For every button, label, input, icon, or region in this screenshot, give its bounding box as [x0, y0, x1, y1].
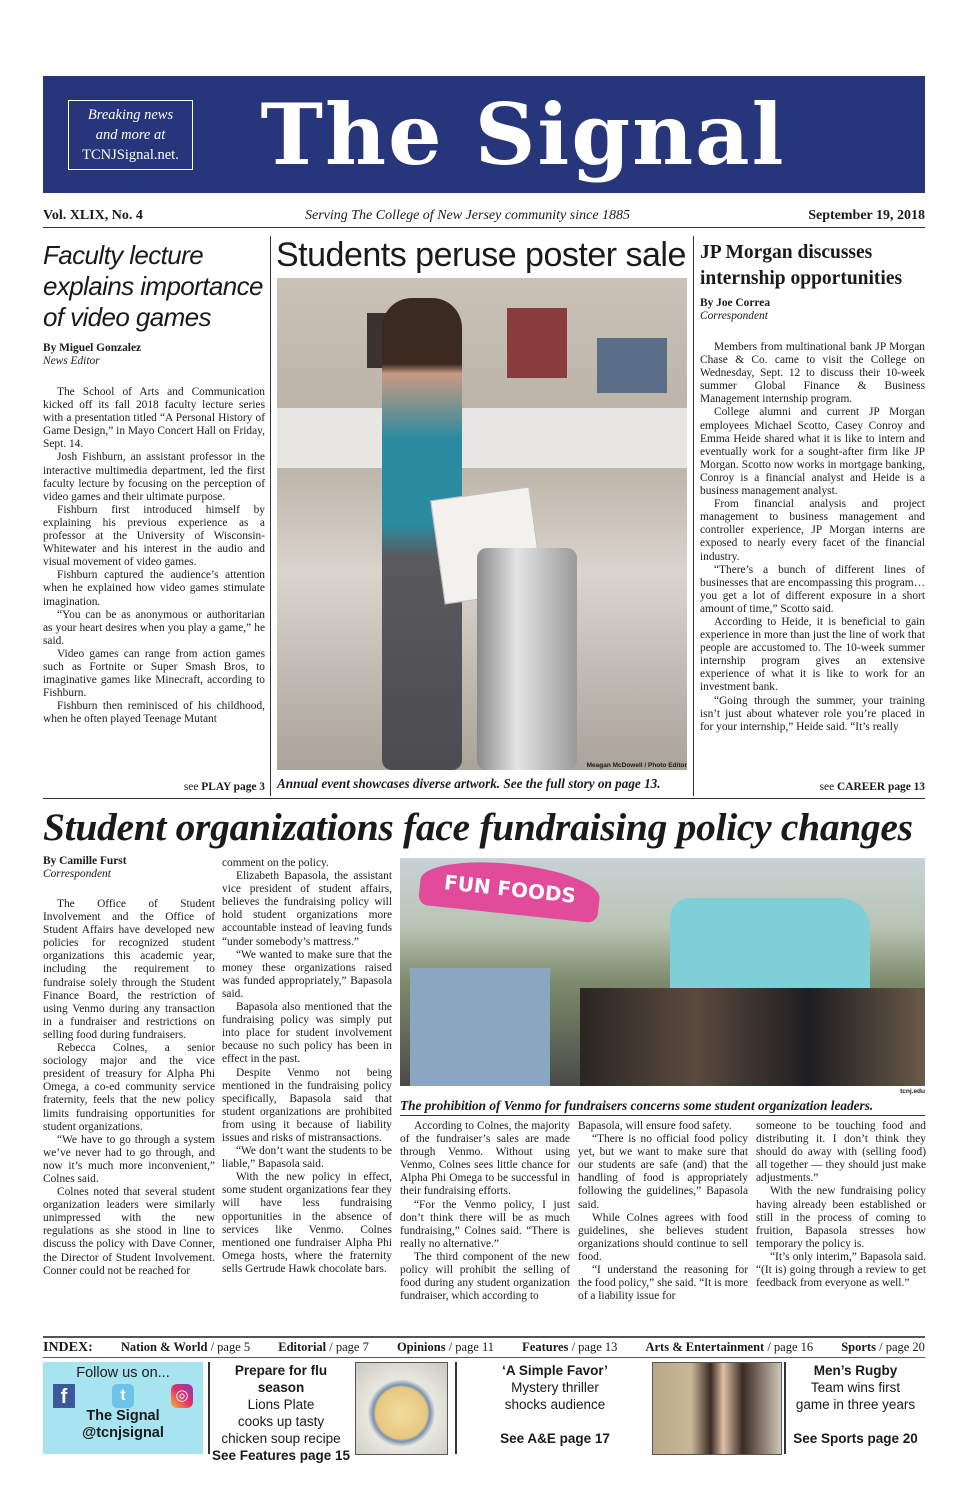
column-divider: [693, 236, 694, 796]
main-story-col-4: [578, 1120, 748, 1303]
paragraph: “There’s a bunch of different lines of businesses that are encompassing this program… you get a lot of different exposure in a short amount of time,” Scotto said.: [700, 563, 925, 615]
index-item[interactable]: Features / page 13: [522, 1340, 618, 1354]
paragraph: With the new policy in effect, some student organizations fear they will have less fundraising opportunities in the absence of services like Venmo. Colnes mentioned one fundraiser Alpha Phi Omega hosts, where the fraternity sells Gertrude Hawk chocolate bars.: [222, 1171, 392, 1275]
features-promo[interactable]: [210, 1362, 352, 1464]
see-label: see: [819, 781, 835, 793]
main-story-col-1: [43, 855, 215, 1278]
photo-credit: Meagan McDowell / Photo Editor: [586, 762, 687, 769]
paragraph: According to Colnes, the majority of the fundraiser’s sales are made through Venmo. Without using Venmo, Colnes sees little chance for Alpha Phi Omega to be successful in their fundraising efforts.: [400, 1120, 570, 1198]
poster-sale-photo[interactable]: [277, 278, 687, 770]
ae-promo[interactable]: [480, 1362, 630, 1447]
chicken-soup-photo[interactable]: [355, 1362, 448, 1455]
promo-title: Men’s Rugby: [813, 1363, 898, 1378]
main-story-col-2: [222, 857, 392, 1276]
jump-target: CAREER page 13: [837, 781, 925, 793]
article-body: [43, 898, 215, 1278]
see-label: see: [183, 781, 199, 793]
fun-foods-photo[interactable]: [400, 858, 925, 1086]
paragraph: From financial analysis and project management to business management and controller experience, JP Morgan interns are exposed to nearly every facet of the financial industry.: [700, 498, 925, 563]
paragraph: “I understand the reasoning for the food policy,” she said. “It is more of a liability issue for: [578, 1264, 748, 1303]
column-divider: [270, 236, 271, 796]
trash-can: [477, 548, 577, 770]
main-story-col-3: [400, 1120, 570, 1303]
promo-line: Mystery thriller: [511, 1380, 599, 1395]
photo-credit: tcnj.edu: [900, 1088, 925, 1095]
paragraph-continued: comment on the policy.: [222, 857, 329, 869]
issue-date: September 19, 2018: [808, 208, 925, 223]
paragraph: Despite Venmo not being mentioned in the fundraising policy specifically, Bapasola said that student organizations are prohibited from using it because of liability issues and risks of mistransactions.: [222, 1066, 392, 1144]
byline: [700, 297, 925, 323]
promo-line: Lions Plate: [247, 1397, 315, 1412]
index-item[interactable]: Nation & World / page 5: [120, 1340, 251, 1354]
folio-line: [43, 208, 925, 228]
social-name: The Signal: [86, 1408, 160, 1424]
fun-foods-sign: FUN FOODS: [418, 858, 602, 923]
author: By Camille Furst: [43, 855, 127, 867]
paragraph: According to Heide, it is beneficial to gain experience in more than just the line of work that people are accustomed to. The 10-week summer internship program gives an extensive experience of what it is like to work for an investment bank.: [700, 615, 925, 694]
promo-link[interactable]: See A&E page 17: [500, 1431, 610, 1446]
paragraph: The third component of the new policy will prohibit the selling of food during any student organization fundraiser, which according to: [400, 1250, 570, 1303]
jump-link-play[interactable]: [43, 781, 265, 793]
paragraph: “For the Venmo policy, I just don’t think there will be as much fundraising,” Colnes said. “There is really no alternative.”: [400, 1198, 570, 1250]
paragraph: Josh Fishburn, an assistant professor in the interactive multimedia department, led the first faculty lecture by focusing on the perception of video games and their ultimate purpose.: [43, 451, 265, 503]
paragraph: “There is no official food policy yet, but we want to make sure that our students are safe (and) that the handling of food is appropriately following the guidelines,” Bapasola said.: [578, 1133, 748, 1211]
article-body: [700, 341, 925, 734]
social-title: Follow us on...: [76, 1365, 170, 1381]
facebook-icon[interactable]: f: [53, 1384, 75, 1408]
left-story-headline[interactable]: Faculty lecture explains importance of video games: [43, 240, 263, 332]
cart: [410, 968, 550, 1086]
left-story: [43, 240, 265, 726]
right-story-headline[interactable]: JP Morgan discusses internship opportunities: [700, 242, 903, 289]
paragraph: “Going through the summer, your training isn’t just about whatever role you’re placed in for your internship,” Heide said. “It’s really: [700, 694, 925, 733]
paragraph: Colnes noted that several student organization leaders were similarly unimpressed with the new regulations as she stood in line to discuss the policy with Dave Conner, the Director of Student Involvement. Conner could not be reached for: [43, 1186, 215, 1277]
promo-line: Breaking news: [87, 107, 174, 123]
index-item[interactable]: Opinions / page 11: [396, 1340, 495, 1354]
paragraph-continued: someone to be touching food and distributing it. I don’t think they should do away with (selling food) all together — they should just make adjustments.”: [756, 1120, 926, 1185]
photo-caption: Annual event showcases diverse artwork. See the full story on page 13.: [277, 776, 661, 791]
index-item[interactable]: Arts & Entertainment / page 16: [645, 1340, 814, 1354]
website-promo-box[interactable]: [68, 100, 193, 170]
section-rule: [43, 798, 925, 799]
promo-line: cooks up tasty: [237, 1414, 325, 1429]
social-handle[interactable]: @tcnjsignal: [82, 1425, 164, 1441]
jump-link-career[interactable]: [700, 781, 925, 793]
photo-caption: The prohibition of Venmo for fundraisers concerns some student organization leaders.: [400, 1098, 925, 1116]
paragraph-continued: Bapasola, will ensure food safety.: [578, 1120, 732, 1132]
sports-promo[interactable]: [786, 1362, 925, 1447]
promo-url[interactable]: TCNJSignal.net.: [82, 147, 179, 163]
author-role: Correspondent: [700, 310, 768, 322]
promo-title: Prepare for flu season: [234, 1363, 328, 1395]
paragraph: The Office of Student Involvement and the Office of Student Affairs have developed new policies for recognized student organizations this academic year, including the requirement to fundraise solely through the Student Finance Board, the restriction of using Venmo during any transaction in a fundraiser and restrictions on selling food during fundraisers.: [43, 898, 215, 1041]
jump-target: PLAY page 3: [201, 781, 265, 793]
paragraph: “We have to go through a system we’ve never had to go through, and now it’s much more inconvenient,” Colnes said.: [43, 1133, 215, 1185]
paragraph: Rebecca Colnes, a senior sociology major and the vice president of treasury for Alpha Phi Omega, a co-ed community service fraternity, feels that the new policy limits fundraising opportunities for student organizations.: [43, 1042, 215, 1133]
promo-line: game in three years: [795, 1397, 916, 1412]
paragraph: Fishburn then reminisced of his childhood, when he often played Teenage Mutant: [43, 700, 265, 726]
social-promo[interactable]: [43, 1362, 203, 1454]
index-label: INDEX:: [43, 1339, 93, 1355]
paragraph: Elizabeth Bapasola, the assistant vice president of student affairs, believes the fundraising policy will hold student organizations more accountable instead of leaving funds “under somebody’s mattress.”: [222, 870, 392, 948]
paragraph: With the new fundraising policy having already been established or still in the process of coming to fruition, Bapasola stresses how temporary the policy is.: [756, 1185, 926, 1250]
author-role: News Editor: [43, 355, 100, 367]
newspaper-logo: The Signal: [260, 85, 786, 184]
a-simple-favor-photo[interactable]: [652, 1362, 782, 1455]
right-story: [700, 240, 925, 734]
students-crowd: [580, 988, 925, 1086]
poster: [597, 338, 667, 393]
paragraph: “It’s only interim,” Bapasola said. “(It is) going through a review to get feedback from everyone as well.”: [756, 1250, 926, 1290]
paragraph: Fishburn captured the audience’s attention when he explained how video games stimulate imagination.: [43, 569, 265, 608]
index-item[interactable]: Sports / page 20: [841, 1340, 925, 1354]
byline: [43, 342, 265, 368]
paragraph: While Colnes agrees with food guidelines, she believes student organizations should continue to sell food.: [578, 1211, 748, 1263]
author: By Joe Correa: [700, 297, 771, 309]
divider: [455, 1362, 457, 1454]
social-icons: [43, 1382, 203, 1408]
center-story-headline[interactable]: Students peruse poster sale: [276, 236, 686, 274]
paragraph: The School of Arts and Communication kicked off its fall 2018 faculty lecture series with a presentation titled “A Personal History of Game Design,” in Mayo Concert Hall on Friday, Sept. 14.: [43, 386, 265, 451]
index-bar: [43, 1336, 925, 1358]
poster: [507, 308, 567, 378]
paragraph: “We don’t want the students to be liable,” Bapasola said.: [222, 1145, 392, 1171]
promo-link[interactable]: See Features page 15: [211, 1448, 351, 1463]
instagram-icon[interactable]: ◎: [171, 1384, 193, 1408]
index-item[interactable]: Editorial / page 7: [278, 1340, 369, 1354]
paragraph: Fishburn first introduced himself by explaining his previous experience as a professor at the University of Wisconsin-Whitewater and his interest in the audio and visual movement of video games.: [43, 503, 265, 569]
promo-line: chicken soup recipe: [221, 1431, 341, 1446]
masthead: [43, 76, 925, 193]
byline: [43, 855, 215, 881]
author: By Miguel Gonzalez: [43, 342, 142, 354]
promo-title: ‘A Simple Favor’: [502, 1363, 608, 1378]
main-story-col-5: [756, 1120, 926, 1290]
promo-line: shocks audience: [504, 1397, 606, 1412]
volume-number: Vol. XLIX, No. 4: [43, 208, 143, 223]
main-story-headline[interactable]: Student organizations face fundraising policy changes: [43, 805, 913, 849]
promo-line: Team wins first: [810, 1380, 901, 1395]
promo-link[interactable]: See Sports page 20: [793, 1431, 918, 1446]
paragraph: Video games can range from action games such as Fortnite or Super Smash Bros, to imaginative games like Minecraft, according to Fishburn.: [43, 647, 265, 700]
tables: [277, 408, 687, 468]
promo-line: and more at: [95, 127, 166, 143]
paragraph: “You can be as anonymous or authoritarian as your heart desires when you play a game,” he said.: [43, 608, 265, 647]
twitter-icon[interactable]: t: [112, 1384, 134, 1408]
paragraph: Members from multinational bank JP Morgan Chase & Co. came to visit the College on Wednesday, Sept. 12 to discuss their 10-week summer Global Finance & Business Management internship program.: [700, 341, 925, 406]
article-body: [43, 386, 265, 726]
paragraph: College alumni and current JP Morgan employees Michael Scotto, Casey Conroy and Emma Heide shared what it is like to intern and eventually work for a sought-after firm like JP Morgan. Scotto now works in mortgage banking, Conroy is a financial analyst and Heide is a business management analyst.: [700, 406, 925, 498]
tagline: Serving The College of New Jersey community since 1885: [305, 208, 631, 223]
paragraph: Bapasola also mentioned that the fundraising policy was simply put into place for student involvement because no such policy has been in effect in the past.: [222, 1001, 392, 1066]
author-role: Correspondent: [43, 868, 111, 880]
paragraph: “We wanted to make sure that the money these organizations raised was funded appropriately,” Bapasola said.: [222, 948, 392, 1000]
